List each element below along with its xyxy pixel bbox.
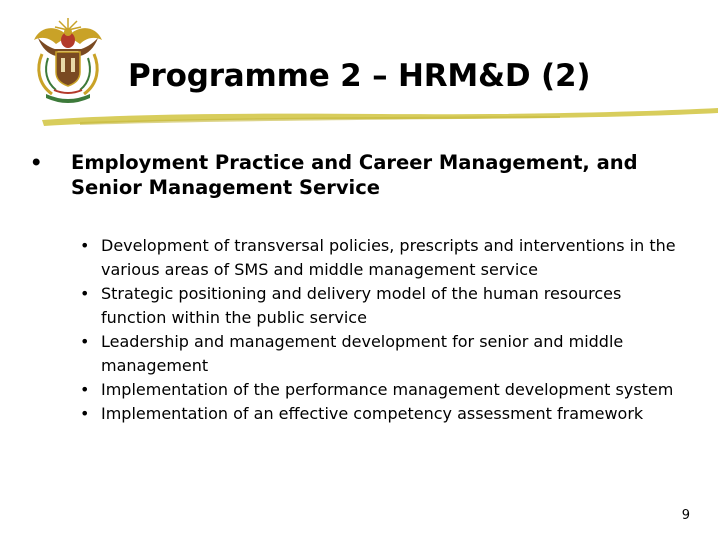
list-item bbox=[80, 234, 690, 282]
list-item-text: Leadership and management development for senior and middle management bbox=[101, 332, 624, 375]
title-underline bbox=[40, 104, 720, 130]
list-item-text: Development of transversal policies, prescripts and interventions in the various areas of SMS and middle management service bbox=[101, 236, 676, 279]
bullet-dot: • bbox=[80, 236, 90, 255]
list-item-text: Implementation of an effective competency assessment framework bbox=[101, 404, 644, 423]
bullet-dot: • bbox=[80, 332, 90, 351]
slide-title: Programme 2 – HRM&D (2) bbox=[128, 58, 591, 94]
page-number: 9 bbox=[681, 508, 690, 523]
list-item bbox=[80, 330, 690, 378]
list-item-text: Strategic positioning and delivery model of the human resources function within the public service bbox=[101, 284, 622, 327]
bullet-dot: • bbox=[80, 404, 90, 423]
list-item bbox=[80, 402, 690, 426]
main-bullet bbox=[30, 150, 690, 200]
sub-bullet-list bbox=[80, 234, 690, 426]
bullet-dot: • bbox=[30, 151, 43, 174]
list-item bbox=[80, 282, 690, 330]
list-item bbox=[80, 378, 690, 402]
coat-of-arms-icon bbox=[28, 14, 108, 104]
bullet-dot: • bbox=[80, 284, 90, 303]
main-bullet-text: Employment Practice and Career Management, and Senior Management Service bbox=[71, 151, 638, 199]
list-item-text: Implementation of the performance management development system bbox=[101, 380, 674, 399]
bullet-dot: • bbox=[80, 380, 90, 399]
